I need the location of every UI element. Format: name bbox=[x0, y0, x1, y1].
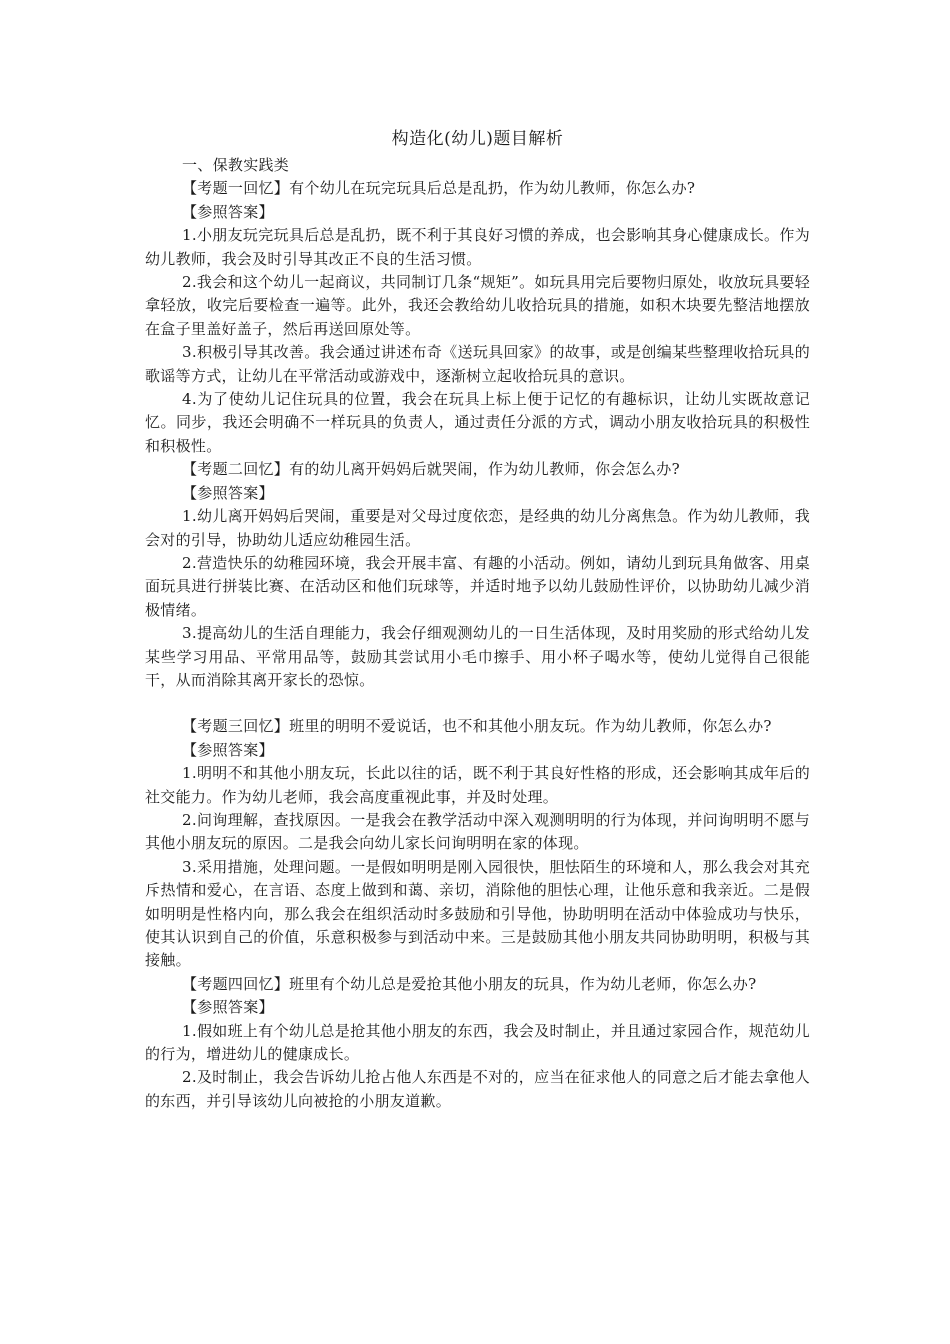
answer-4-point-2: 2.及时制止，我会告诉幼儿抢占他人东西是不对的，应当在征求他人的同意之后才能去拿他人的东西，并引导该幼儿向被抢的小朋友道歉。 bbox=[145, 1068, 810, 1110]
answer-3-point-2: 2.问询理解，查找原因。一是我会在教学活动中深入观测明明的行为体现，并问询明明不愿与其他小朋友玩的原因。二是我会向幼儿家长问询明明在家的体现。 bbox=[145, 810, 810, 853]
answer-label-1: 【参照答案】 bbox=[182, 202, 274, 221]
question-1: 【考题一回忆】有个幼儿在玩完玩具后总是乱扔，作为幼儿教师，你怎么办? bbox=[182, 179, 696, 198]
answer-3-point-3: 3.采用措施，处理问题。一是假如明明是刚入园很快，胆怯陌生的环境和人，那么我会对其充斥热情和爱心，在言语、态度上做到和蔼、亲切，消除他的胆怯心理，让他乐意和我亲近。二是假如明明是性格内向，那么我会在组织活动时多鼓励和引导他，协助明明在活动中体验成功与快乐，使其认识到自己的价值，乐意积极参与到活动中来。三是鼓励其他小朋友共同协助明明，积极与其接触。 bbox=[145, 857, 810, 970]
question-2: 【考题二回忆】有的幼儿离开妈妈后就哭闹，作为幼儿教师，你会怎么办? bbox=[182, 460, 680, 479]
answer-4-point-1: 1.假如班上有个幼儿总是抢其他小朋友的东西，我会及时制止，并且通过家园合作，规范幼儿的行为，增进幼儿的健康成长。 bbox=[145, 1021, 810, 1064]
question-3: 【考题三回忆】班里的明明不爱说话，也不和其他小朋友玩。作为幼儿教师，你怎么办? bbox=[182, 717, 772, 736]
answer-2-point-2: 2.营造快乐的幼稚园环境，我会开展丰富、有趣的小活动。例如，请幼儿到玩具角做客、用桌面玩具进行拼装比赛、在活动区和他们玩球等，并适时地予以幼儿鼓励性评价，以协助幼儿减少消极情绪。 bbox=[145, 553, 810, 619]
blank-line bbox=[145, 692, 810, 715]
answer-2-point-3: 3.提高幼儿的生活自理能力，我会仔细观测幼儿的一日生活体现，及时用奖励的形式给幼儿发某些学习用品、平常用品等，鼓励其尝试用小毛巾擦手、用小杯子喝水等，使幼儿觉得自己很能干，从而消除其离开家长的恐惊。 bbox=[145, 624, 810, 689]
document-page bbox=[145, 126, 810, 1113]
section-heading: 一、保教实践类 bbox=[182, 156, 290, 174]
document-title: 构造化(幼儿)题目解析 bbox=[391, 129, 564, 149]
question-4: 【考题四回忆】班里有个幼儿总是爱抢其他小朋友的玩具，作为幼儿老师，你怎么办? bbox=[182, 974, 757, 993]
answer-2-point-1: 1.幼儿离开妈妈后哭闹，重要是对父母过度依恋，是经典的幼儿分离焦急。作为幼儿教师，我会对的引导，协助幼儿适应幼稚园生活。 bbox=[145, 507, 810, 549]
answer-1-point-4: 4.为了使幼儿记住玩具的位置，我会在玩具上标上便于记忆的有趣标识，让幼儿实既故意记忆。同步，我还会明确不一样玩具的负责人，通过责任分派的方式，调动小朋友收拾玩具的积极性和积极性。 bbox=[145, 390, 810, 455]
answer-1-point-1: 1.小朋友玩完玩具后总是乱扔，既不利于其良好习惯的养成，也会影响其身心健康成长。作为幼儿教师，我会及时引导其改正不良的生活习惯。 bbox=[145, 226, 810, 268]
answer-label-2: 【参照答案】 bbox=[182, 483, 274, 502]
answer-1-point-3: 3.积极引导其改善。我会通过讲述布奇《送玩具回家》的故事，或是创编某些整理收拾玩具的歌谣等方式，让幼儿在平常活动或游戏中，逐渐树立起收拾玩具的意识。 bbox=[145, 343, 810, 385]
answer-label-3: 【参照答案】 bbox=[182, 740, 274, 759]
answer-label-4: 【参照答案】 bbox=[182, 998, 274, 1017]
answer-1-point-2: 2.我会和这个幼儿一起商议，共同制订几条“规矩”。如玩具用完后要物归原处，收放玩具要轻拿轻放，收完后要检查一遍等。此外，我还会教给幼儿收拾玩具的措施，如积木块要先整洁地摆放在盒子里盖好盖子，然后再送回原处等。 bbox=[145, 273, 810, 338]
answer-3-point-1: 1.明明不和其他小朋友玩，长此以往的话，既不利于其良好性格的形成，还会影响其成年后的社交能力。作为幼儿老师，我会高度重视此事，并及时处理。 bbox=[145, 764, 810, 806]
